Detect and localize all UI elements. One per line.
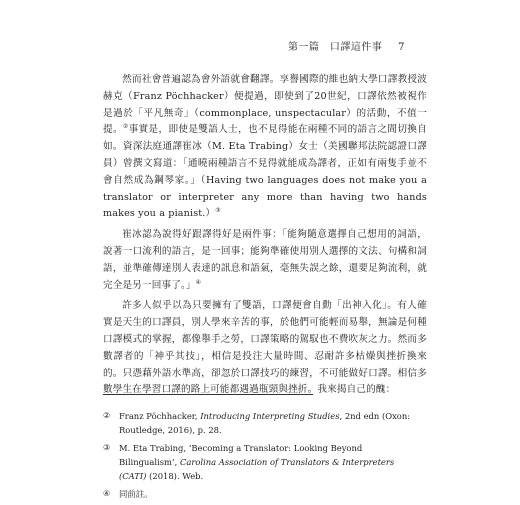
footnote-title: Introducing Interpreting Studies [200, 411, 340, 421]
footnote-text: M. Eta Trabing, ‘Becoming a Translator: Looking Beyond Bilingualism’, [119, 443, 363, 467]
footnote-text: Franz Pöchhacker, [119, 411, 198, 421]
footnote-divider [103, 394, 313, 395]
paragraph-text: 事實是，即使是雙語人士，也不見得能在兩種不同的語言之間切換自如。資深法庭通譯崔冰（M. Eta Trabing）女士（美國聯邦法院認證口譯員）曾撰文寫道：「通曉兩種語言不見得就能成為譯者，正如有兩隻手並不會自然成為鋼琴家。」（Having two languages does not make you a translator or interpreter any more than having two hands makes you a pianist.） [103, 124, 427, 220]
footnote [103, 441, 423, 483]
paragraph [103, 227, 427, 294]
footnote-text: 同前註。 [119, 489, 153, 499]
footnote [103, 487, 423, 501]
body-text [103, 72, 427, 403]
paragraph-text: 然而社會普遍認為會外語就會翻譯。享譽國際的維也納大學口譯教授波赫克（Franz Pöchhacker）便提過，即使到了20世紀，口譯依然被視作是過於「平凡無奇」（commonplace, unspectacular）的活動，不值一提。 [103, 74, 427, 136]
footnote-title: Carolina Association of Translators & Interpreters (CATI) [119, 457, 395, 481]
chapter-title: 第一篇 口譯這件事 [287, 42, 383, 53]
footnote-ref: ③ [215, 207, 221, 215]
footnotes [103, 409, 423, 505]
paragraph-text: 崔冰認為說得好跟譯得好是兩件事：「能夠隨意選擇自己想用的詞語，說著一口流利的語言，是一回事；能夠準確使用別人選擇的文法、句構和詞語，並準確傳達別人表達的訊息和語氣，毫無失誤之餘，還要足夠流利，就完全是另一回事了。」 [103, 229, 427, 291]
running-header [288, 38, 405, 53]
footnote-marker: ④ [103, 489, 111, 498]
footnote-ref: ④ [195, 278, 202, 286]
paragraph [103, 72, 427, 223]
page-number: 7 [398, 42, 405, 53]
paragraph-text: 許多人似乎以為只要擁有了雙語，口譯便會自動「出神入化」。有人確實是天生的口譯員，別人學來辛苦的事，於他們可能輕而易舉，無論是何種口譯模式的掌握，都像舉手之勞，口譯策略的駕馭也不費吹灰之力。然而多數譯者的「神乎其技」，相信是投注大量時間、忍耐許多枯燥與挫折換來的。只憑藉外語水準高，卻忽於口譯技巧的練習，不可能做好口譯。相信多數學生在學習口譯的路上可能都遇過瓶頸與挫折。我來揭自己的醜： [103, 300, 427, 396]
footnote-text: (2018). Web. [146, 471, 204, 481]
paragraph [103, 298, 427, 399]
footnote [103, 409, 423, 437]
footnote-ref: ② [122, 123, 129, 131]
footnote-marker: ② [103, 411, 111, 420]
footnote-marker: ③ [103, 443, 111, 452]
footnote-text: , 2nd edn (Oxon: Routledge, 2016), p. 28. [119, 411, 411, 435]
